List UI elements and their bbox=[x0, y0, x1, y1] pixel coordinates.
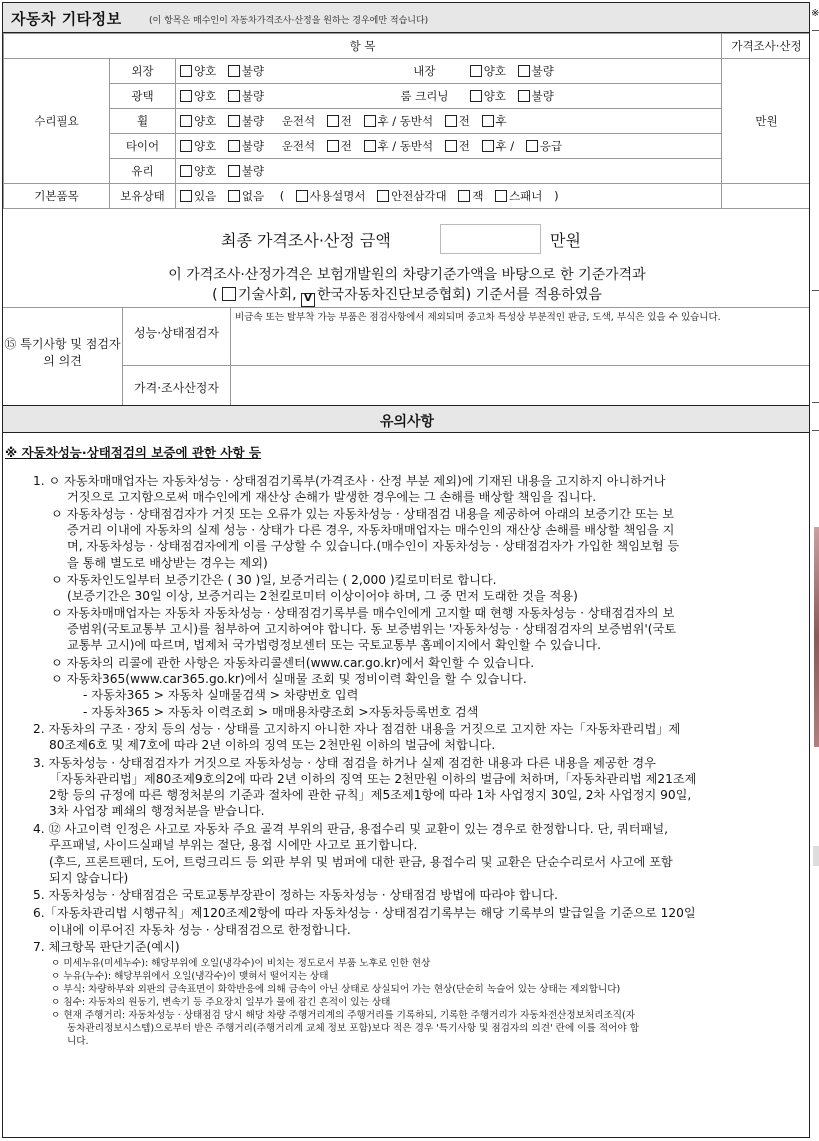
notes-line: 4. ⑫ 사고이력 인정은 사고로 자동차 주요 골격 부위의 판금, 용접수리 및 교환이 있는 경우로 한정합니다. 단, 쿼터패널, bbox=[33, 822, 668, 836]
checkbox-have[interactable] bbox=[180, 190, 192, 202]
checkbox-wheel-passenger-front[interactable] bbox=[445, 115, 457, 127]
info-table bbox=[3, 33, 810, 209]
inspector-text: 비금속 또는 탈부착 가능 부품은 점검사항에서 제외되며 중고차 특성상 부분적인 판금, 도색, 부식은 있을 수 있습니다. bbox=[235, 312, 721, 323]
edge-photo bbox=[814, 527, 819, 747]
row-label-interior: 내장 bbox=[413, 64, 436, 78]
checkbox-exterior-good[interactable] bbox=[180, 65, 192, 77]
checkbox-room-good[interactable] bbox=[470, 90, 482, 102]
notes-line: 6.「자동차관리법 시행규칙」제120조제2항에 따라 자동차성능 · 상태점검기록부는 해당 기록부의 발급일을 기준으로 120일 bbox=[33, 906, 696, 920]
opinion-block bbox=[3, 308, 810, 405]
final-note-line1: 이 가격조사·산정가격은 보험개발원의 차량기준가액을 바탕으로 한 기준가격과 bbox=[168, 267, 646, 283]
row-exterior: 양호 불량 내장 양호 불량 bbox=[176, 59, 722, 84]
basic-group-label: 기본품목 bbox=[4, 184, 110, 209]
checkbox-wheel-good[interactable] bbox=[180, 115, 192, 127]
row-tire: 양호 불량 운전석 전 후 / 동반석 전 후 / 응급 bbox=[176, 134, 722, 159]
row-label-exterior: 외장 bbox=[110, 59, 176, 84]
row-wheel: 양호 불량 운전석 전 후 / 동반석 전 후 bbox=[176, 109, 722, 134]
notes-line: 되지 않습니다) bbox=[49, 871, 129, 885]
notes-line: 7. 체크항목 판단기준(예시) bbox=[33, 940, 180, 954]
criteria-line: ㅇ 부식: 차량하부와 외판의 금속표면이 화학반응에 의해 금속이 아닌 상태로 상실되어 가는 현상(단순히 녹슬어 있는 상태는 제외합니다) bbox=[51, 984, 621, 995]
checkbox-tire-driver-front[interactable] bbox=[327, 140, 339, 152]
checkbox-jack[interactable] bbox=[458, 190, 470, 202]
checkbox-tech-society[interactable] bbox=[222, 287, 236, 301]
col-price-header: 가격조사·산정 bbox=[722, 34, 811, 59]
notes-line: - 자동차365 > 자동차 이력조회 > 매매용차량조회 >자동차등록번호 검색 bbox=[83, 705, 479, 719]
row-glass: 양호 불량 bbox=[176, 159, 722, 184]
checkbox-tire-emergency[interactable] bbox=[526, 140, 538, 152]
checkbox-wheel-passenger-rear[interactable] bbox=[482, 115, 494, 127]
opinion-label: ⑮ 특기사항 및 점검자의 의견 bbox=[3, 308, 123, 405]
row-label-tire: 타이어 bbox=[110, 134, 176, 159]
checkbox-spanner[interactable] bbox=[495, 190, 507, 202]
criteria-line: ㅇ 누유(누수): 해당부위에서 오일(냉각수)이 맺혀서 떨어지는 상태 bbox=[51, 971, 329, 982]
notes-line: 거짓으로 고지함으로써 매수인에게 재산상 손해가 발생한 경우에는 그 손해를 배상할 책임을 집니다. bbox=[67, 490, 597, 504]
row-label-room: 룸 크리닝 bbox=[400, 89, 449, 103]
row-label-glass: 유리 bbox=[110, 159, 176, 184]
criteria-line: 동차관리정보시스템)으로부터 받은 주행거리(주행거리계 교체 정보 포함)보다 적은 경우 '특기사항 및 점검자의 의견' 란에 이를 적어야 합 bbox=[67, 1023, 639, 1034]
notes-section-title: ※ 자동차성능·상태점검의 보증에 관한 사항 등 bbox=[5, 445, 262, 460]
criteria-line: ㅇ 현재 주행거리: 자동차성능 · 상태점검 당시 해당 차량 주행거리계의 주행거리를 기록하되, 기록한 주행거리가 자동차전산정보처리조직(자 bbox=[51, 1010, 636, 1021]
checkbox-tire-bad[interactable] bbox=[228, 140, 240, 152]
edge-symbol: ※ bbox=[811, 8, 819, 19]
checkbox-tire-driver-rear[interactable] bbox=[364, 140, 376, 152]
criteria-line: ㅇ 미세누유(미세누수): 해당부위에 오일(냉각수)이 비치는 정도로서 부품 노후로 인한 현상 bbox=[51, 958, 431, 969]
checkbox-exterior-bad[interactable] bbox=[228, 65, 240, 77]
repair-group-label: 수리필요 bbox=[4, 59, 110, 184]
adjacent-page-edge bbox=[811, 0, 819, 1141]
checkbox-interior-good[interactable] bbox=[470, 65, 482, 77]
notes-line: ㅇ 자동차의 리콜에 관한 사항은 자동차리콜센터(www.car.go.kr)에서 확인할 수 있습니다. bbox=[51, 656, 535, 670]
checkbox-glass-good[interactable] bbox=[180, 165, 192, 177]
notes-line: 을 통해 별도로 배상받는 경우는 제외) bbox=[67, 556, 268, 570]
checkbox-none[interactable] bbox=[228, 190, 240, 202]
notes-line: ㅇ 자동차매매업자는 자동차 자동차성능 · 상태점검기록부를 매수인에게 고지할 때 현행 자동차성능 · 상태점검자의 보 bbox=[51, 606, 675, 620]
checkbox-gloss-bad[interactable] bbox=[228, 90, 240, 102]
notes-line: (보증기간은 30일 이상, 보증거리는 2천킬로미터 이상이어야 하며, 그 중 먼저 도래한 것을 적용) bbox=[67, 589, 578, 603]
final-price-input[interactable] bbox=[440, 224, 541, 254]
final-price-block bbox=[3, 218, 810, 308]
checkbox-room-bad[interactable] bbox=[518, 90, 530, 102]
checkbox-wheel-driver-rear[interactable] bbox=[364, 115, 376, 127]
checkbox-tire-passenger-front[interactable] bbox=[445, 140, 457, 152]
checkbox-gloss-good[interactable] bbox=[180, 90, 192, 102]
edge-gray-block bbox=[813, 846, 819, 866]
final-price-unit: 만원 bbox=[550, 231, 581, 250]
checkbox-interior-bad[interactable] bbox=[518, 65, 530, 77]
notes-line: ㅇ 자동차인도일부터 보증기간은 ( 30 )일, 보증거리는 ( 2,000 )킬로미터로 합니다. bbox=[51, 573, 497, 587]
checkbox-glass-bad[interactable] bbox=[228, 165, 240, 177]
notes-line: (후드, 프론트펜더, 도어, 트렁크리드 등 외판 부위 및 범퍼에 대한 판금, 용접수리 및 교환은 단순수리로서 사고에 포함 bbox=[49, 855, 673, 869]
inspector-label: 성능·상태점검자 bbox=[123, 308, 231, 365]
col-item-header: 항 목 bbox=[4, 34, 722, 59]
notes-line: 이내에 이루어진 자동차 성능 · 상태점검으로 한정합니다. bbox=[49, 923, 351, 937]
form-page bbox=[2, 2, 810, 1138]
section-subtitle: (이 항목은 매수인이 자동차가격조사·산정을 원하는 경우에만 적습니다) bbox=[149, 16, 429, 26]
notes-line: ㅇ 자동차성능 · 상태점검자가 거짓 또는 오류가 있는 자동차성능 · 상태점검 내용을 제공하여 아래의 보증기간 또는 보 bbox=[51, 507, 675, 521]
notes-line: 2. 자동차의 구조 · 장치 등의 성능 · 상태를 고지하지 아니한 자나 점검한 내용을 거짓으로 고지한 자는「자동차관리법」제 bbox=[33, 722, 681, 736]
checkbox-wheel-bad[interactable] bbox=[228, 115, 240, 127]
notes-line: 증범위(국토교통부 고시)를 첨부하여 고지하여야 합니다. 동 보증범위는 '자동차성능 · 상태점검자의 보증범위'(국토 bbox=[67, 622, 677, 636]
checkbox-tire-passenger-rear[interactable] bbox=[482, 140, 494, 152]
final-price-label: 최종 가격조사·산정 금액 bbox=[221, 231, 391, 250]
appraiser-row bbox=[123, 366, 810, 405]
final-note-line2: ( 기술사회, V 한국자동차진단보증협회) 기준서를 적용하였음 bbox=[3, 284, 810, 307]
row-holding: 있음 없음 ( 사용설명서 안전삼각대 잭 스패너 ) bbox=[176, 184, 722, 209]
notes-line: 3. 자동차성능 · 상태점검자가 거짓으로 자동차성능 · 상태 점검을 하거나 실제 점검한 내용과 다른 내용을 제공한 경우 bbox=[33, 756, 656, 770]
checkbox-manual[interactable] bbox=[296, 190, 308, 202]
section-header bbox=[3, 3, 810, 33]
criteria-line: 니다. bbox=[67, 1036, 89, 1047]
row-label-gloss: 광택 bbox=[110, 84, 176, 109]
notes-line: 루프패널, 사이드실패널 부위는 절단, 용접 시에만 사고로 표기합니다. bbox=[49, 838, 418, 852]
section-title: 자동차 기타정보 bbox=[11, 10, 122, 28]
checkbox-triangle[interactable] bbox=[377, 190, 389, 202]
notes-line: - 자동차365 > 자동차 실매물검색 > 차량번호 입력 bbox=[83, 688, 359, 702]
row-label-wheel: 휠 bbox=[110, 109, 176, 134]
price-unit: 만원 bbox=[722, 59, 811, 184]
row-label-holding: 보유상태 bbox=[110, 184, 176, 209]
checkbox-tire-good[interactable] bbox=[180, 140, 192, 152]
criteria-line: ㅇ 침수: 자동차의 원동기, 변속기 등 주요장치 일부가 물에 잠긴 흔적이 있는 상태 bbox=[51, 997, 391, 1008]
checkbox-wheel-driver-front[interactable] bbox=[327, 115, 339, 127]
notes-header: 유의사항 bbox=[3, 405, 810, 433]
notes-line: 2항 등의 규정에 따른 행정처분의 기준과 절차에 관한 규칙」제5조제1항에 따라 1차 사업정지 30일, 2차 사업정지 90일, bbox=[49, 788, 692, 802]
notes-line: 「자동차관리법」제80조제9호의2에 따라 2년 이하의 징역 또는 2천만원 이하의 벌금에 처하며,「자동차관리법 제21조제 bbox=[49, 772, 697, 786]
notes-line: 5. 자동차성능 · 상태점검은 국토교통부장관이 정하는 자동차성능 · 상태점검 방법에 따라야 합니다. bbox=[33, 888, 559, 902]
notes-line: 80조제6호 및 제7호에 따라 2년 이하의 징역 또는 2천만원 이하의 벌금에 처합니다. bbox=[49, 738, 496, 752]
notes-line: 1. ㅇ 자동차매매업자는 자동차성능 · 상태점검기록부(가격조사 · 산정 부분 제외)에 기재된 내용을 고지하지 아니하거나 bbox=[33, 474, 666, 488]
notes-line: 3차 사업장 폐쇄의 행정처분을 받습니다. bbox=[49, 804, 265, 818]
notes-line: 교통부 고시)에 따르며, 법제처 국가법령정보센터 또는 국토교통부 홈페이지에서 확인할 수 있습니다. bbox=[67, 638, 601, 652]
basic-price-cell bbox=[722, 184, 811, 209]
row-gloss: 양호 불량 룸 크리닝 양호 불량 bbox=[176, 84, 722, 109]
notes-line: ㅇ 자동차365(www.car365.go.kr)에서 실매물 조회 및 정비이력 확인을 할 수 있습니다. bbox=[51, 672, 527, 686]
notes-line: 며, 자동차성능 · 상태점검자에게 이를 구상할 수 있습니다.(매수인이 자동차성능 · 상태점검자가 가입한 책임보험 등 bbox=[67, 539, 680, 553]
checkbox-kada[interactable]: V bbox=[301, 293, 315, 307]
appraiser-label: 가격·조사산정자 bbox=[123, 366, 231, 405]
notes-line: 증거리 이내에 자동차의 실제 성능 · 상태가 다른 경우, 자동차매매업자는 매수인의 재산상 손해를 배상할 책임을 지 bbox=[67, 523, 675, 537]
inspector-row bbox=[123, 308, 810, 366]
